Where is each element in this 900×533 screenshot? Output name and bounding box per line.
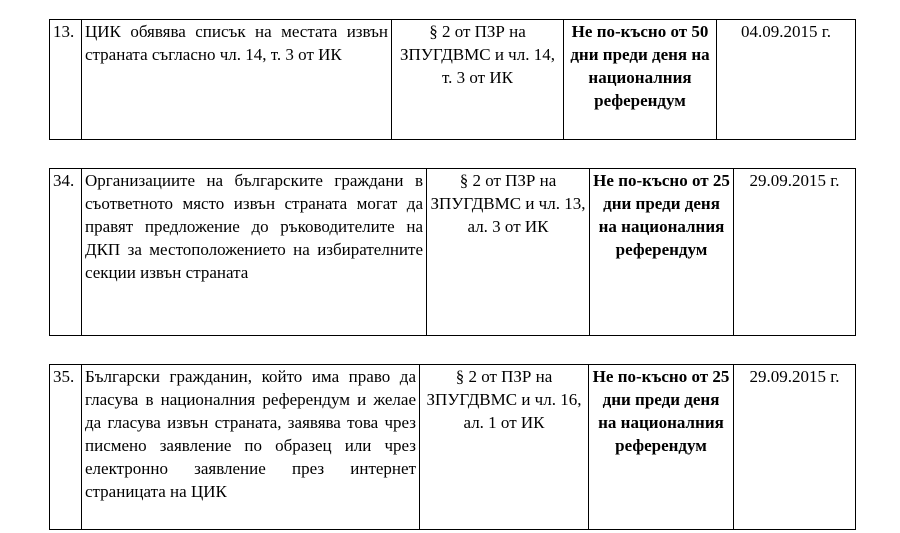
row-number: 13. [50,20,82,140]
schedule-row-34 [49,168,856,336]
schedule-row-35 [49,364,856,530]
row-date: 29.09.2015 г. [734,169,856,336]
row-date: 29.09.2015 г. [734,365,856,530]
row-legal-basis: § 2 от ПЗР на ЗПУГДВМС и чл. 13, ал. 3 от ИК [427,169,590,336]
row-description: Организациите на българските граждани в съответното място извън страната могат да правят предложение до ръководителите на ДКП за местоположението на избирателните секции извън страната [82,169,427,336]
row-legal-basis: § 2 от ПЗР на ЗПУГДВМС и чл. 16, ал. 1 от ИК [420,365,589,530]
row-date: 04.09.2015 г. [717,20,856,140]
row-deadline-term: Не по-късно от 25 дни преди деня на националния референдум [589,365,734,530]
row-description: ЦИК обявява списък на местата извън страната съгласно чл. 14, т. 3 от ИК [82,20,392,140]
row-description: Български гражданин, който има право да гласува в националния референдум и желае да гласува извън страната, заявява това чрез писмено заявление по образец или чрез електронно заявление през интернет страницата на ЦИК [82,365,420,530]
row-legal-basis: § 2 от ПЗР на ЗПУГДВМС и чл. 14, т. 3 от ИК [392,20,564,140]
row-deadline-term: Не по-късно от 25 дни преди деня на националния референдум [590,169,734,336]
row-number: 34. [50,169,82,336]
schedule-row-13 [49,19,856,140]
row-deadline-term: Не по-късно от 50 дни преди деня на националния референдум [564,20,717,140]
row-number: 35. [50,365,82,530]
